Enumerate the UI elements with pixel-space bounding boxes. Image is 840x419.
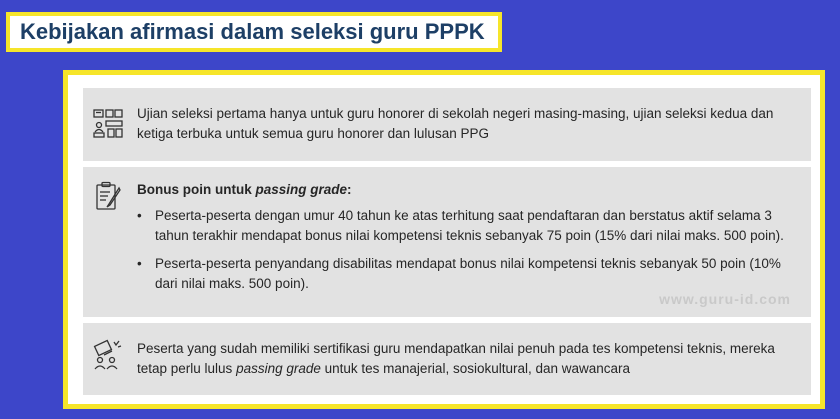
list-item: • Peserta-peserta dengan umur 40 tahun ke atas terhitung saat pendaftaran dan berstatus aktif selama 3 tahun terakhir mendapat bonus nilai kompetensi teknis sebanyak 75 poin (15% dari nilai maks. 500 poin). xyxy=(137,206,797,246)
list-item: • Peserta-peserta penyandang disabilitas mendapat bonus nilai kompetensi teknis sebanyak 50 poin (10% dari nilai maks. 500 poin). xyxy=(137,254,797,294)
info-card-bonus xyxy=(83,167,811,317)
title-box xyxy=(6,12,502,52)
selection-text: Ujian seleksi pertama hanya untuk guru honorer di sekolah negeri masing-masing, ujian seleksi kedua dan ketiga terbuka untuk semua guru honorer dan lulusan PPG xyxy=(137,106,774,141)
watermark: www.guru-id.com xyxy=(659,291,791,307)
page-title: Kebijakan afirmasi dalam seleksi guru PPPK xyxy=(20,19,485,44)
clipboard-pencil-icon xyxy=(92,180,124,212)
classroom-icon xyxy=(92,107,124,139)
certified-teacher-icon xyxy=(92,339,124,371)
content-panel xyxy=(63,70,825,409)
bonus-text xyxy=(137,180,797,302)
info-card-selection xyxy=(83,88,811,161)
certification-text: Peserta yang sudah memiliki sertifikasi guru mendapatkan nilai penuh pada tes kompetensi teknis, mereka tetap perlu lulus passing grade untuk tes manajerial, sosiokultural, dan wawancara xyxy=(137,341,775,376)
bonus-heading: Bonus poin untuk passing grade: xyxy=(137,182,352,197)
info-card-certification xyxy=(83,323,811,395)
bonus-list xyxy=(137,206,797,294)
